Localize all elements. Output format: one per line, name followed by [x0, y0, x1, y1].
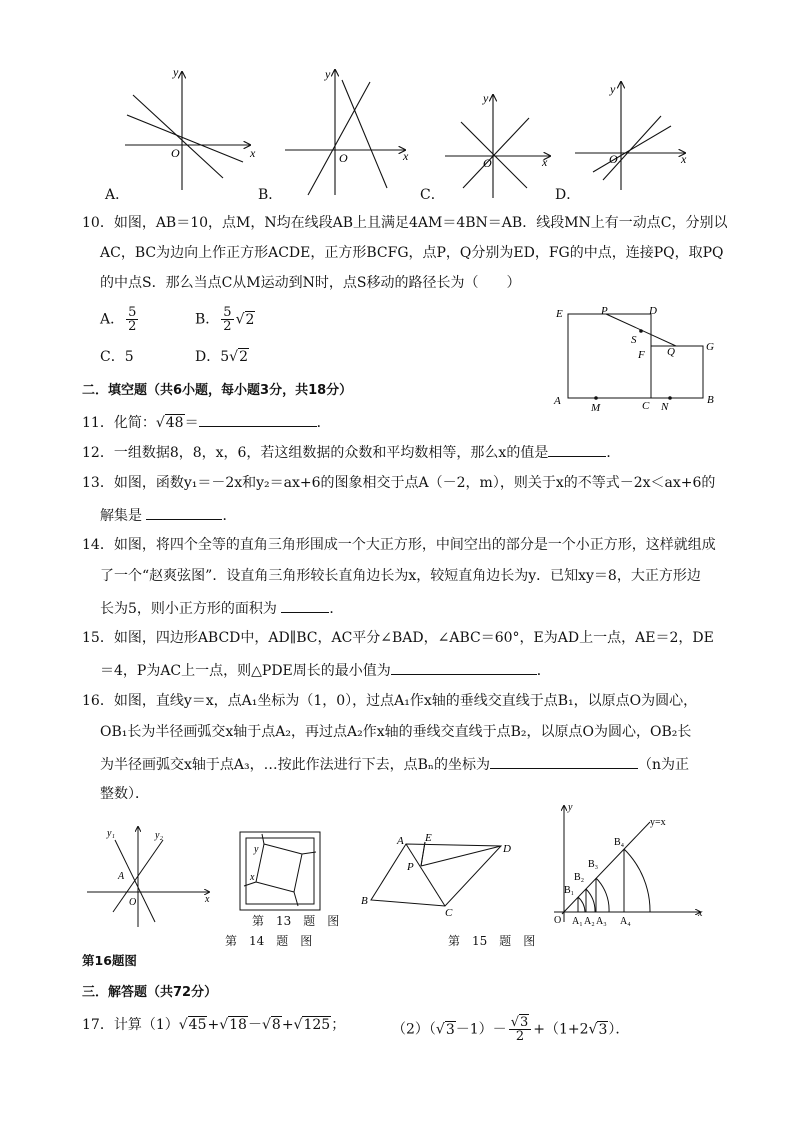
- point-s: [639, 329, 643, 333]
- graph-c: [445, 95, 550, 198]
- q12-answer-blank[interactable]: [548, 442, 606, 457]
- q16-line4: 整数）．: [100, 786, 149, 802]
- fig16-b4: B₄: [614, 837, 625, 848]
- graph-c-x: x: [542, 155, 548, 169]
- fig16-x: x: [698, 908, 703, 919]
- fig13-o: O: [129, 897, 137, 908]
- q9-option-a[interactable]: A．: [105, 187, 130, 203]
- label-s: S: [631, 334, 637, 346]
- fig15-caption: 第 15 题 图: [448, 934, 536, 948]
- graph-b-x: x: [403, 149, 409, 163]
- fig15-p: P: [407, 861, 414, 873]
- label-a: A: [554, 395, 561, 407]
- q9-option-graphs: [95, 60, 794, 205]
- q10-option-d[interactable]: D．5√2: [195, 349, 248, 365]
- q9-option-d[interactable]: D．: [555, 187, 581, 203]
- q14-line2: 了一个“赵爽弦图”．设直角三角形较长直角边长为x，较短直角边长为y．已知xy＝8，大正方形边: [100, 568, 701, 584]
- q17-part2: （2）（√3－1）－ $\frac{√3}{2}$ +（1+2√3）．: [392, 1015, 630, 1044]
- graph-d-x: x: [681, 152, 687, 166]
- graph-d-y: y: [610, 82, 616, 96]
- fig16-line-label: y=x: [650, 817, 666, 828]
- fig16-a3: A₃: [596, 916, 607, 927]
- graph-d: [575, 82, 685, 190]
- graph-c-o: O: [483, 156, 492, 170]
- q16-answer-blank[interactable]: [490, 754, 638, 769]
- graph-b-o: O: [339, 151, 348, 165]
- fig16-a2: A₂: [584, 916, 595, 927]
- q13-answer-blank[interactable]: [146, 505, 222, 520]
- fig15-e: E: [425, 832, 432, 844]
- q17-part1: 17．计算（1）√45+√18－√8+√125；: [82, 1017, 346, 1033]
- graph-b: [285, 70, 405, 195]
- q10-line1: 10．如图，AB＝10，点M，N均在线段AB上且满足4AM＝4BN＝AB．线段MN上有一动点C，分别以: [82, 215, 728, 231]
- q15-line2: ＝4，P为AC上一点，则△PDE周长的最小值为 ．: [100, 660, 551, 680]
- fig15-c: C: [445, 907, 453, 918]
- q10-line2: AC，BC为边向上作正方形ACDE，正方形BCFG，点P，Q分别为ED，FG的中点，连接PQ，取PQ: [100, 245, 724, 261]
- q11: 11．化简：√48＝ ．: [82, 412, 331, 432]
- q15-line1: 15．如图，四边形ABCD中，AD∥BC，AC平分∠BAD，∠ABC＝60°，E为AD上一点，AE＝2，DE: [82, 630, 714, 646]
- graph-b-y: y: [325, 67, 331, 81]
- q11-answer-blank[interactable]: [199, 412, 317, 427]
- fig13-x: x: [205, 894, 210, 905]
- q16-line1: 16．如图，直线y＝x，点A₁坐标为（1，0），过点A₁作x轴的垂线交直线于点B₁，以原点O为圆心，: [82, 693, 698, 709]
- q16-line3: 为半径画弧交x轴于点A₃，…按此作法进行下去，点Bₙ的坐标为 （n为正: [100, 754, 689, 774]
- q10-option-a[interactable]: A． $\frac{5}{2}$: [100, 305, 137, 334]
- label-f: F: [638, 349, 645, 361]
- fig15-a: A: [397, 835, 404, 847]
- graph-a: [125, 72, 250, 190]
- fig13-a: A: [118, 871, 125, 882]
- fig15: [357, 826, 517, 918]
- fig15-b: B: [361, 895, 368, 907]
- q10-figure: [545, 300, 725, 418]
- graph-d-o: O: [609, 152, 618, 166]
- q14-answer-blank[interactable]: [281, 598, 329, 613]
- q13-line1: 13．如图，函数y₁＝－2x和y₂＝ax+6的图象相交于点A（－2，m），则关于x的不等式－2x＜ax+6的: [82, 475, 716, 491]
- fig16-a1: A₁: [572, 916, 583, 927]
- label-e: E: [556, 308, 563, 320]
- q14-line3: 长为5，则小正方形的面积为 ．: [100, 598, 343, 618]
- label-c: C: [642, 400, 650, 412]
- fig16-o: O: [554, 915, 562, 926]
- fig13-y1: y₁: [107, 828, 115, 839]
- graph-a-y: y: [173, 65, 179, 79]
- point-n: [668, 396, 672, 400]
- q9-option-b[interactable]: B．: [258, 187, 283, 203]
- label-g: G: [706, 341, 714, 353]
- graph-a-o: O: [171, 146, 180, 160]
- label-d: D: [649, 305, 657, 317]
- fig14-y: y: [254, 844, 259, 855]
- label-p: P: [601, 305, 608, 317]
- fig16-caption: 第16题图: [82, 953, 137, 968]
- fig13: [85, 822, 220, 932]
- fig16-y: y: [568, 802, 573, 813]
- fig13-caption: 第 13 题 图: [252, 914, 340, 928]
- fig16-b3: B₃: [588, 859, 599, 870]
- section3-heading: 三．解答题（共72分）: [82, 985, 218, 1000]
- fig13-y2: y₂: [155, 830, 163, 841]
- fig16-b2: B₂: [574, 872, 585, 883]
- label-n: N: [661, 401, 669, 413]
- fig16: [540, 800, 710, 930]
- q10-line3: 的中点S．那么当点C从M运动到N时，点S移动的路径长为（ ）: [100, 275, 521, 291]
- fig14-caption: 第 14 题 图: [225, 934, 313, 948]
- label-q: Q: [667, 346, 675, 358]
- graph-a-x: x: [250, 146, 256, 160]
- q14-line1: 14．如图，将四个全等的直角三角形围成一个大正方形，中间空出的部分是一个小正方形，这样就组成: [82, 537, 716, 553]
- q15-answer-blank[interactable]: [391, 660, 537, 675]
- fig16-b1: B₁: [564, 885, 575, 896]
- q10-option-b[interactable]: B． $\frac{5}{2}$ √2: [195, 305, 255, 334]
- q9-option-c[interactable]: C．: [420, 187, 445, 203]
- section2-heading: 二．填空题（共6小题，每小题3分，共18分）: [82, 383, 353, 398]
- point-m: [594, 396, 598, 400]
- fig15-d: D: [503, 843, 511, 855]
- label-m: M: [591, 402, 601, 414]
- fig14-x: x: [250, 872, 255, 883]
- q10-option-c[interactable]: C．5: [100, 349, 134, 365]
- q12: 12．一组数据8，8，x，6，若这组数据的众数和平均数相等，那么x的值是 ．: [82, 442, 620, 462]
- graph-c-y: y: [483, 91, 489, 105]
- label-b: B: [707, 394, 714, 406]
- q13-line2: 解集是 ．: [100, 505, 236, 525]
- fig14: [238, 830, 324, 914]
- fig16-a4: A₄: [620, 916, 631, 927]
- q16-line2: OB₁长为半径画弧交x轴于点A₂，再过点A₂作x轴的垂线交直线于点B₂，以原点O为圆心，OB₂长: [100, 724, 692, 740]
